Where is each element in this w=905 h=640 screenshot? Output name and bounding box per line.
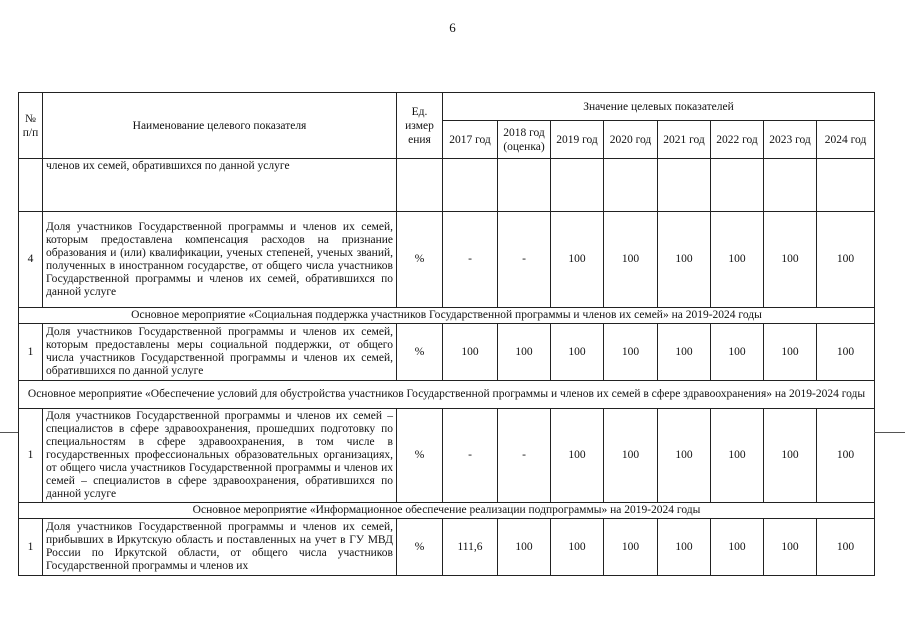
row-value: 100 [711,409,764,503]
row-value [658,159,711,212]
header-year: 2021 год [658,121,711,159]
row-value: 100 [658,519,711,576]
row-value: 100 [711,212,764,308]
row-value: 100 [764,324,817,381]
row-value [498,159,551,212]
row-value: 100 [711,519,764,576]
row-indicator-name: членов их семей, обратившихся по данной услуге [43,159,397,212]
row-indicator-name: Доля участников Государственной программы и членов их семей – специалистов в сфере здравоохранения, прошедших подготовку по специальностям в сфере здравоохранения, в том числе в государственных профессиональных образовательных организациях, от общего числа участников Государственной программы и членов их семей – специалистов в сфере здравоохранения, обратившихся по данной услуге [43,409,397,503]
row-value: 100 [711,324,764,381]
row-value [817,159,875,212]
row-value: 100 [764,212,817,308]
header-year: 2020 год [604,121,658,159]
row-value: 100 [764,519,817,576]
scan-artifact-left [0,432,18,433]
row-value: 100 [551,409,604,503]
row-value: 100 [551,324,604,381]
row-value: 100 [551,212,604,308]
row-unit: % [397,212,443,308]
row-value: 100 [817,519,875,576]
header-year: 2017 год [443,121,498,159]
header-year: 2018 год (оценка) [498,121,551,159]
row-value: 100 [658,212,711,308]
header-row-top [19,93,875,121]
row-value: - [443,409,498,503]
header-values-title: Значение целевых показателей [443,93,875,121]
row-value [764,159,817,212]
row-value: 100 [604,212,658,308]
header-year: 2023 год [764,121,817,159]
row-value [604,159,658,212]
row-value: - [498,212,551,308]
row-value [443,159,498,212]
row-num: 1 [19,324,43,381]
table-row [19,212,875,308]
row-indicator-name: Доля участников Государственной программы и членов их семей, которым предоставлены меры социальной поддержки, от общего числа участников Государственной программы и членов их семей, обратившихся по данной услуге [43,324,397,381]
header-year: 2019 год [551,121,604,159]
table-row [19,519,875,576]
section-row [19,381,875,409]
table-row [19,324,875,381]
row-value: 111,6 [443,519,498,576]
row-value: - [443,212,498,308]
row-value [551,159,604,212]
row-value: 100 [764,409,817,503]
section-row [19,308,875,324]
row-unit [397,159,443,212]
section-title: Основное мероприятие «Информационное обеспечение реализации подпрограммы» на 2019-2024 годы [19,503,875,519]
row-num: 4 [19,212,43,308]
row-unit: % [397,519,443,576]
table-row [19,159,875,212]
row-num: 1 [19,519,43,576]
row-value: - [498,409,551,503]
header-unit: Ед. измер ения [397,93,443,159]
section-row [19,503,875,519]
row-value: 100 [817,409,875,503]
row-value: 100 [817,324,875,381]
row-indicator-name: Доля участников Государственной программы и членов их семей, прибывших в Иркутскую область и поставленных на учет в ГУ МВД России по Иркутской области, от общего числа участников Государственной программы и членов их [43,519,397,576]
table-row [19,409,875,503]
header-name: Наименование целевого показателя [43,93,397,159]
row-value [711,159,764,212]
row-value: 100 [498,324,551,381]
header-num: № п/п [19,93,43,159]
row-value: 100 [817,212,875,308]
row-unit: % [397,324,443,381]
row-value: 100 [443,324,498,381]
row-value: 100 [658,324,711,381]
row-value: 100 [498,519,551,576]
row-indicator-name: Доля участников Государственной программы и членов их семей, которым предоставлена компенсация расходов на признание образования и (или) квалификации, ученых степеней, ученых званий, полученных в иностранном государстве, от общего числа участников Государственной программы и членов их семей, обратившихся по данной услуге [43,212,397,308]
section-title: Основное мероприятие «Социальная поддержка участников Государственной программы и членов их семей» на 2019-2024 годы [19,308,875,324]
row-value: 100 [604,409,658,503]
row-value: 100 [551,519,604,576]
row-value: 100 [604,519,658,576]
row-num: 1 [19,409,43,503]
header-year: 2022 год [711,121,764,159]
row-unit: % [397,409,443,503]
row-value: 100 [658,409,711,503]
row-num [19,159,43,212]
section-title: Основное мероприятие «Обеспечение условий для обустройства участников Государственной программы и членов их семей в сфере здравоохранения» на 2019-2024 годы [19,381,875,409]
target-indicators-table [18,92,875,576]
page-number: 6 [449,20,456,35]
header-year: 2024 год [817,121,875,159]
scan-artifact-right [874,432,905,433]
row-value: 100 [604,324,658,381]
